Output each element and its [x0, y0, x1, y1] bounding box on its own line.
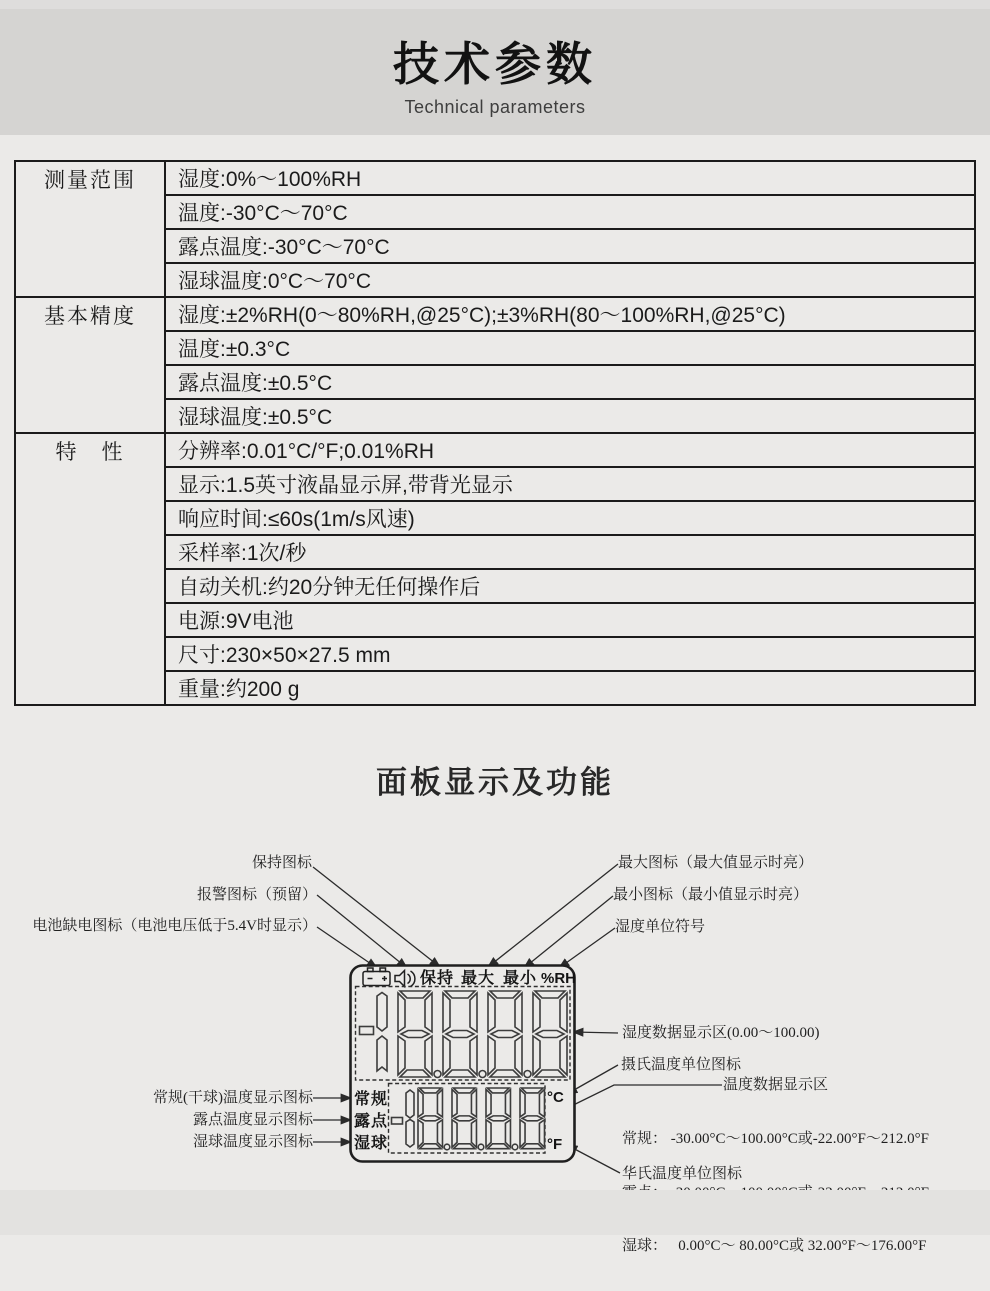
callout-line-hold [313, 867, 440, 967]
callout-temp-area: 温度数据显示区 [723, 1077, 829, 1093]
spec-cell: 温度:±0.3°C [165, 331, 975, 365]
top-strip [0, 0, 990, 9]
lcd-rh-unit: %RH [541, 970, 577, 987]
lcd-wet-label: 湿球 [354, 1135, 389, 1152]
group-label-measure-range: 测量范围 [15, 161, 165, 297]
group-label-basic-accuracy: 基本精度 [15, 297, 165, 433]
callout-fahrenheit-icon: 华氏温度单位图标 [622, 1166, 743, 1182]
spec-cell: 采样率:1次/秒 [165, 535, 975, 569]
callout-line-rh-unit [559, 928, 615, 968]
page-subtitle: Technical parameters [404, 97, 586, 117]
table-row [15, 297, 975, 331]
lcd-normal-label: 常规 [354, 1091, 389, 1108]
callout-hold: 保持图标 [251, 855, 312, 871]
callout-alarm: 报警图标（预留） [196, 887, 317, 903]
footer-strip [0, 1190, 990, 1235]
header-band [0, 9, 990, 135]
spec-cell: 湿度:±2%RH(0～80%RH,@25°C);±3%RH(80～100%RH,@25°C) [165, 297, 975, 331]
callout-battery: 电池缺电图标（电池电压低于5.4V时显示） [32, 918, 317, 934]
table-row [15, 433, 975, 467]
spec-cell: 电源:9V电池 [165, 603, 975, 637]
callout-celsius-icon: 摄氏温度单位图标 [621, 1057, 742, 1073]
callout-wet-icon: 湿球温度显示图标 [192, 1134, 313, 1150]
lcd-hold-label: 保持 [420, 970, 455, 987]
panel-title: 面板显示及功能 [376, 765, 614, 800]
spec-cell: 分辨率:0.01°C/°F;0.01%RH [165, 433, 975, 467]
spec-cell: 尺寸:230×50×27.5 mm [165, 637, 975, 671]
lcd-min-label: 最小 [503, 970, 538, 987]
spec-cell: 重量:约200 g [165, 671, 975, 705]
callout-line-min [524, 896, 613, 968]
panel-diagram [0, 815, 990, 1254]
spec-table [14, 160, 976, 706]
callout-normal-icon: 常规(干球)温度显示图标 [153, 1090, 313, 1106]
lcd-dew-label: 露点 [354, 1113, 389, 1130]
spec-cell: 湿球温度:±0.5°C [165, 399, 975, 433]
spec-cell: 显示:1.5英寸液晶显示屏,带背光显示 [165, 467, 975, 501]
spec-cell: 自动关机:约20分钟无任何操作后 [165, 569, 975, 603]
lcd-fahrenheit-unit: °F [547, 1136, 563, 1153]
group-label-features: 特 性 [15, 433, 165, 705]
callout-rh-unit: 湿度单位符号 [615, 919, 706, 935]
page-title: 技术参数 [393, 38, 597, 90]
lcd-celsius-unit: °C [547, 1089, 564, 1106]
spec-cell: 温度:-30°C～70°C [165, 195, 975, 229]
callout-min: 最小图标（最小值显示时亮） [613, 887, 809, 903]
temp-range-normal: 常规： -30.00°C～100.00°C或-22.00°F～212.0°F [622, 1131, 929, 1147]
spec-cell: 湿度:0%～100%RH [165, 161, 975, 195]
lcd-max-label: 最大 [461, 970, 496, 987]
spec-cell: 响应时间:≤60s(1m/s风速) [165, 501, 975, 535]
table-row [15, 161, 975, 195]
callout-dew-icon: 露点温度显示图标 [192, 1112, 313, 1128]
spec-cell: 湿球温度:0°C～70°C [165, 263, 975, 297]
callout-humidity-area: 湿度数据显示区(0.00～100.00) [622, 1025, 820, 1041]
callout-max: 最大图标（最大值显示时亮） [618, 855, 814, 871]
callout-line-battery [317, 927, 377, 968]
spec-cell: 露点温度:±0.5°C [165, 365, 975, 399]
callout-line-humidity-area [573, 1032, 618, 1033]
temp-range-wet: 湿球： 0.00°C～ 80.00°C或 32.00°F～176.00°F [622, 1238, 927, 1254]
spec-cell: 露点温度:-30°C～70°C [165, 229, 975, 263]
callout-line-max [488, 864, 618, 967]
